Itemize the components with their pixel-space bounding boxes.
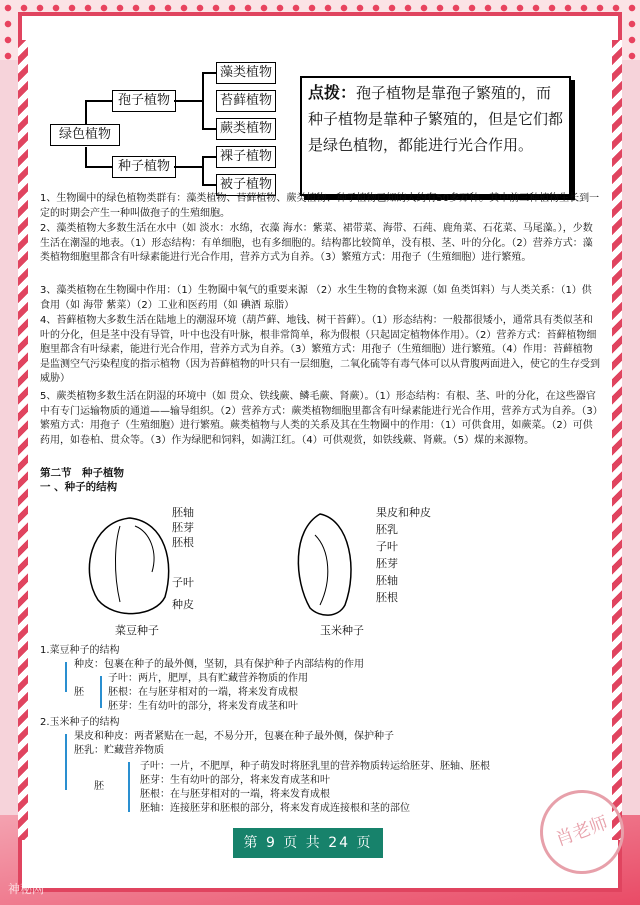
teacher-stamp: 肖老师: [528, 778, 636, 886]
line: [85, 100, 113, 102]
para-1: 1、生物圈中的绿色植物类群有：藻类植物、苔藓植物、蕨类植物、种子植物已知的大约有50多万种。其中前三种植物生长到一定的时期会产生一种叫做孢子的生殖细胞。: [40, 193, 600, 219]
watermark: 神秘网: [8, 882, 45, 896]
para-2: 2、藻类植物大多数生活在水中（如 淡水：水绵，衣藻 海水：紫菜、裙带菜、海带、石莼、鹿角菜、石花菜、马尾藻。），少数生活在潮湿的地表。（1）形态结构：有单细胞，也有多细胞的。结构都比较简单，没有根、茎、叶的分化。（2）营养方式：藻类植物细胞里都含有叶绿素能进行光合作用，营养方式为自养。（3）繁殖方式：用孢子（生殖细胞）进行繁殖。: [40, 223, 593, 263]
tip-label: 点拨：: [308, 83, 357, 102]
line: [202, 128, 217, 130]
bracket: [65, 662, 67, 692]
bracket: [100, 676, 102, 708]
corn-row-radicle: 胚根：在与胚芽相对的一端，将来发育成根: [140, 789, 330, 800]
corn-label-cotyledon: 子叶: [376, 540, 398, 553]
moss-box: 苔藓植物: [216, 90, 276, 112]
corn-label-radicle: 胚根: [376, 591, 398, 604]
tip-box: [300, 76, 571, 196]
bracket: [128, 762, 130, 812]
angio-box: 被子植物: [216, 174, 276, 196]
line: [174, 166, 202, 168]
para-3: 3、藻类植物在生物圈中作用：（1）生物圈中氧气的重要来源 （2）水生生物的食物来源（如 鱼类饵料）与人类关系：（1）供食用（如 海带 紫菜）（2）工业和医药用（如 碘酒 琼脂）: [40, 285, 592, 311]
corn-label-coat: 果皮和种皮: [376, 506, 431, 519]
bean-label-cotyledon: 子叶: [172, 576, 194, 589]
line: [174, 100, 202, 102]
bean-label-radicle: 胚根: [172, 536, 194, 549]
subsection-title: 一 、种子的结构: [40, 481, 118, 493]
corn-label-endosperm: 胚乳: [376, 523, 398, 536]
algae-box: 藻类植物: [216, 62, 276, 84]
line: [202, 72, 204, 128]
root-box: 绿色植物: [50, 124, 120, 146]
bean-struct-title: 1.菜豆种子的结构: [40, 645, 120, 656]
bean-caption: 菜豆种子: [115, 624, 159, 637]
line: [202, 156, 204, 184]
gymno-box: 裸子植物: [216, 146, 276, 168]
corn-row-plumule: 胚芽：生有幼叶的部分，将来发育成茎和叶: [140, 775, 330, 786]
corn-row-axis: 胚轴：连接胚芽和胚根的部分，将来发育成连接根和茎的部位: [140, 803, 410, 814]
corn-label-plumule: 胚芽: [376, 557, 398, 570]
bean-row-plumule: 胚芽：生有幼叶的部分，将来发育成茎和叶: [108, 701, 298, 712]
fern-box: 蕨类植物: [216, 118, 276, 140]
line: [85, 166, 113, 168]
corn-row-endosperm: 胚乳：贮藏营养物质: [74, 745, 164, 756]
bean-row-radicle: 胚根：在与胚芽相对的一端，将来发育成根: [108, 687, 298, 698]
bean-seed-drawing: [80, 512, 180, 622]
bean-label-coat: 种皮: [172, 598, 194, 611]
corn-label-axis: 胚轴: [376, 574, 398, 587]
line: [202, 156, 217, 158]
line: [85, 147, 87, 167]
bracket: [65, 734, 67, 790]
bean-row-cotyledon: 子叶：两片，肥厚，具有贮藏营养物质的作用: [108, 673, 308, 684]
para-4: 4、苔藓植物大多数生活在陆地上的潮湿环境（葫芦藓、地钱、树干苔藓）。（1）形态结构：一般都很矮小，通常具有类似茎和叶的分化，但是茎中没有导管，叶中也没有叶脉，根非常简单，称为假根（只起固定植物体作用）。（2）营养方式：苔藓植物细胞里都含有叶绿素，能进行光合作用，营养方式为自养。（3）繁殖方式：用孢子（生殖细胞）进行繁殖。（4）作用：苔藓植物是监测空气污染程度的指示植物（因为苔藓植物的叶只有一层细胞，二氧化硫等有毒气体可以从背腹两面进入，使它的生存受到威胁）: [40, 315, 600, 384]
bean-label-plumule: 胚芽: [172, 521, 194, 534]
tip-text: 孢子植物是靠孢子繁殖的，而种子植物是靠种子繁殖的，但是它们都是绿色植物，都能进行光合作用。: [308, 84, 564, 154]
para-5: 5、蕨类植物多数生活在阴湿的环境中（如 贯众、铁线蕨、鳞毛蕨、肾蕨）。（1）形态结构：有根、茎、叶的分化，在这些器官中有专门运输物质的通道——输导组织。（2）营养方式：蕨类植物细胞里都含有叶绿素能进行光合作用，营养方式为自养。（3）繁殖方式：用孢子（生殖细胞）进行繁殖。蕨类植物与人类的关系及其在生物圈中的作用：（1）可供食用，如蕨菜。（2）可供药用，如卷柏、贯众等。（3）作为绿肥和饲料，如满江红。（4）可供观赏，如铁线蕨、肾蕨。（5）煤的来源物。: [40, 391, 598, 446]
corn-row-coat: 果皮和种皮：两者紧贴在一起，不易分开，包裹在种子最外侧，保护种子: [74, 731, 394, 742]
left-stripe: [18, 40, 28, 840]
line: [202, 184, 217, 186]
right-stripe: [612, 40, 622, 840]
bean-label-axis: 胚轴: [172, 506, 194, 519]
corn-seed-drawing: [290, 510, 360, 620]
bean-row-coat: 种皮：包裹在种子的最外侧，坚韧，具有保护种子内部结构的作用: [74, 659, 364, 670]
line: [85, 100, 87, 124]
seed-box: 种子植物: [112, 156, 176, 178]
corn-struct-title: 2.玉米种子的结构: [40, 717, 120, 728]
bean-row-embryo: 胚: [74, 687, 84, 698]
corn-caption: 玉米种子: [320, 624, 364, 637]
section-title: 第二节 种子植物: [40, 467, 124, 479]
spore-box: 孢子植物: [112, 90, 176, 112]
page-indicator: 第 9 页 共 24 页: [233, 828, 383, 858]
corn-row-cotyledon: 子叶：一片，不肥厚，种子萌发时将胚乳里的营养物质转运给胚芽、胚轴、胚根: [140, 761, 490, 772]
corn-row-embryo: 胚: [94, 781, 104, 792]
line: [202, 72, 217, 74]
